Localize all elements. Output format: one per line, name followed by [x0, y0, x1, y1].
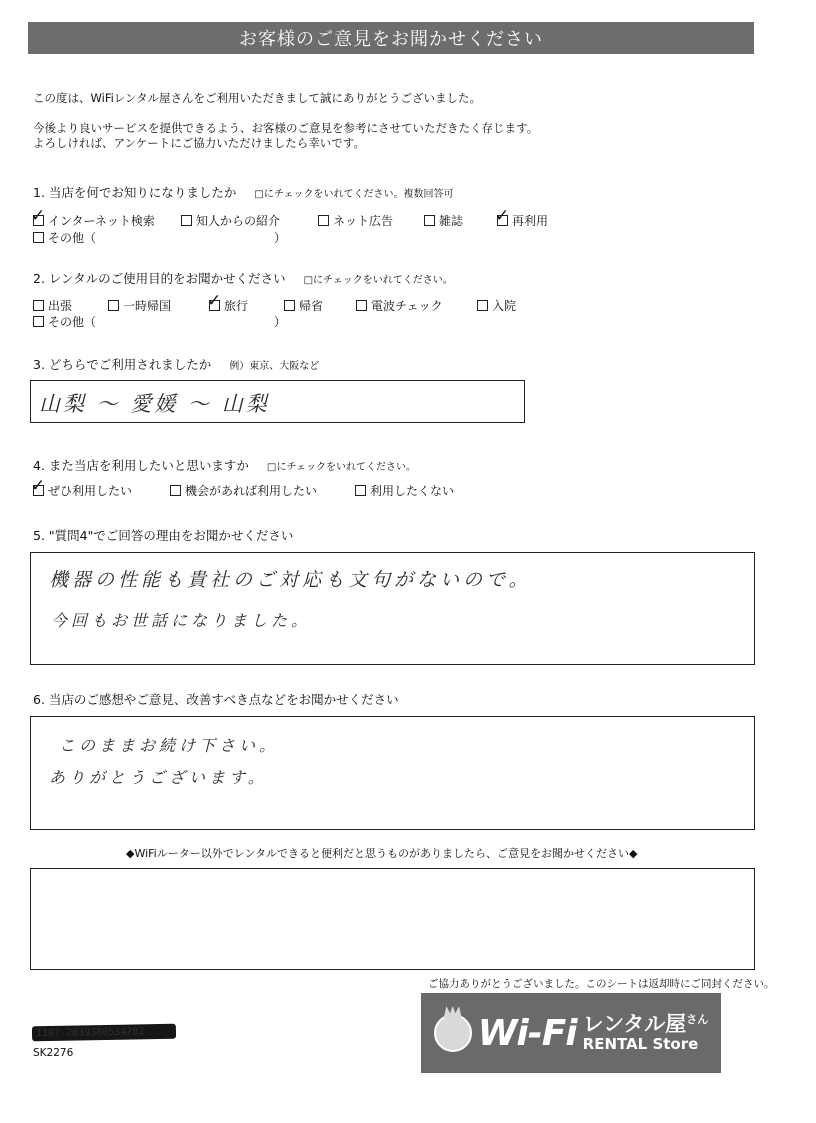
option-label: 利用したくない	[370, 484, 455, 498]
answer-box-5[interactable]	[30, 552, 755, 665]
checkbox[interactable]	[424, 215, 435, 226]
option-reuse[interactable]	[495, 206, 549, 229]
barcode-label: 1107-2039380534282	[32, 1024, 176, 1042]
option-business-trip[interactable]	[33, 297, 72, 314]
question-3-label: 3. どちらでご利用されましたか	[33, 357, 212, 372]
checkbox[interactable]	[495, 206, 510, 226]
option-close-paren: ）	[274, 315, 287, 329]
question-6: 6. 当店のご感想やご意見、改善すべき点などをお聞かせください	[33, 692, 399, 707]
question-3-hint: 例）東京、大阪など	[229, 361, 320, 372]
survey-title: お客様のご意見をお聞かせください	[28, 22, 754, 54]
option-definitely[interactable]	[31, 476, 133, 499]
check-mark-icon: ✓	[31, 206, 46, 226]
option-no[interactable]	[355, 482, 454, 499]
handwritten-answer-6-line-1: このままお続け下さい。	[59, 736, 280, 755]
checkbox[interactable]	[170, 485, 181, 496]
question-2	[33, 269, 453, 287]
option-label: ネット広告	[333, 214, 394, 228]
question-2-hint: □にチェックをいれてください。	[303, 275, 453, 286]
option-net-ad[interactable]	[318, 212, 393, 229]
option-travel[interactable]	[207, 291, 249, 314]
logo-text-block	[583, 1013, 709, 1053]
question-1	[33, 183, 454, 201]
option-label: 出張	[48, 299, 73, 313]
brand-logo	[421, 993, 721, 1073]
logo-jp-wrap	[583, 1013, 709, 1036]
handwritten-answer-6-line-2: ありがとうございます。	[49, 768, 268, 787]
option-label: 知人からの紹介	[196, 214, 281, 228]
option-label: 電波チェック	[371, 299, 443, 313]
logo-wifi-text: Wi-Fi	[477, 1012, 577, 1054]
checkbox[interactable]	[477, 300, 488, 311]
checkbox[interactable]	[355, 485, 366, 496]
question-3	[33, 355, 319, 373]
option-label: その他（	[48, 231, 97, 245]
handwritten-answer-5-line-2: 今回もお世話になりました。	[51, 611, 312, 630]
question-7: ◆WiFiルーター以外でレンタルできると便利だと思うものがありましたら、ご意見をお聞かせください◆	[126, 847, 638, 860]
question-4-hint: □にチェックをいれてください。	[266, 462, 417, 473]
checkbox[interactable]	[33, 316, 44, 327]
checkbox[interactable]	[33, 232, 44, 243]
thanks-note: ご協力ありがとうございました。このシートは返却時にご同封ください。	[428, 978, 775, 990]
question-4-label: 4. また当店を利用したいと思いますか	[33, 458, 249, 473]
option-label: 再利用	[512, 214, 549, 228]
check-mark-icon: ✓	[207, 291, 222, 311]
option-signal-check[interactable]	[356, 297, 443, 314]
answer-box-3[interactable]	[30, 380, 525, 423]
logo-san-text: さん	[686, 1013, 709, 1027]
question-1-hint: □にチェックをいれてください。複数回答可	[254, 189, 454, 200]
option-label: 一時帰国	[123, 299, 172, 313]
checkbox[interactable]	[207, 291, 222, 311]
handwritten-answer-5-line-1: 機器の性能も貴社のご対応も文句がないので。	[49, 569, 532, 591]
option-label: ぜひ利用したい	[48, 484, 133, 498]
option-if-chance[interactable]	[170, 482, 317, 499]
sheet-code: SK2276	[33, 1047, 74, 1059]
option-label: 雑誌	[439, 214, 464, 228]
option-label: その他（	[48, 315, 97, 329]
logo-jp-text: レンタル屋	[582, 1012, 687, 1037]
option-magazine[interactable]	[424, 212, 463, 229]
option-label: 帰省	[299, 299, 324, 313]
option-hospital[interactable]	[477, 297, 516, 314]
question-1-label: 1. 当店を何でお知りになりましたか	[33, 185, 237, 200]
checkbox[interactable]	[33, 300, 44, 311]
question-2-label: 2. レンタルのご使用目的をお聞かせください	[33, 271, 286, 286]
option-internet-search[interactable]	[31, 206, 155, 229]
intro-line-3: よろしければ、アンケートにご協力いただけましたら幸いです。	[33, 136, 365, 150]
logo-en-text: RENTAL Store	[582, 1035, 699, 1054]
crown-mascot-icon	[434, 1014, 472, 1052]
answer-box-7[interactable]	[30, 868, 755, 970]
option-temporary-return[interactable]	[108, 297, 171, 314]
answer-box-6[interactable]	[30, 716, 755, 830]
option-homecoming[interactable]	[284, 297, 323, 314]
intro-line-2: 今後より良いサービスを提供できるよう、お客様のご意見を参考にさせていただきたく存じます。	[33, 121, 539, 135]
option-label: 機会があれば利用したい	[185, 484, 318, 498]
checkbox[interactable]	[31, 206, 46, 226]
option-label: インターネット検索	[48, 214, 155, 228]
checkbox[interactable]	[318, 215, 329, 226]
checkbox[interactable]	[181, 215, 192, 226]
question-5: 5. "質問4"でご回答の理由をお聞かせください	[33, 528, 294, 543]
option-other[interactable]	[33, 313, 286, 330]
option-referral[interactable]	[181, 212, 280, 229]
option-other[interactable]	[33, 229, 286, 246]
option-label: 旅行	[224, 299, 249, 313]
handwritten-answer-3: 山梨 ～ 愛媛 ～ 山梨	[39, 392, 270, 416]
checkbox[interactable]	[31, 476, 46, 496]
check-mark-icon: ✓	[495, 206, 510, 226]
check-mark-icon: ✓	[31, 476, 46, 496]
intro-line-1: この度は、WiFiレンタル屋さんをご利用いただきまして誠にありがとうございました。	[33, 91, 482, 105]
checkbox[interactable]	[284, 300, 295, 311]
option-close-paren: ）	[274, 231, 287, 245]
option-label: 入院	[492, 299, 517, 313]
checkbox[interactable]	[356, 300, 367, 311]
question-4	[33, 456, 416, 474]
checkbox[interactable]	[108, 300, 119, 311]
